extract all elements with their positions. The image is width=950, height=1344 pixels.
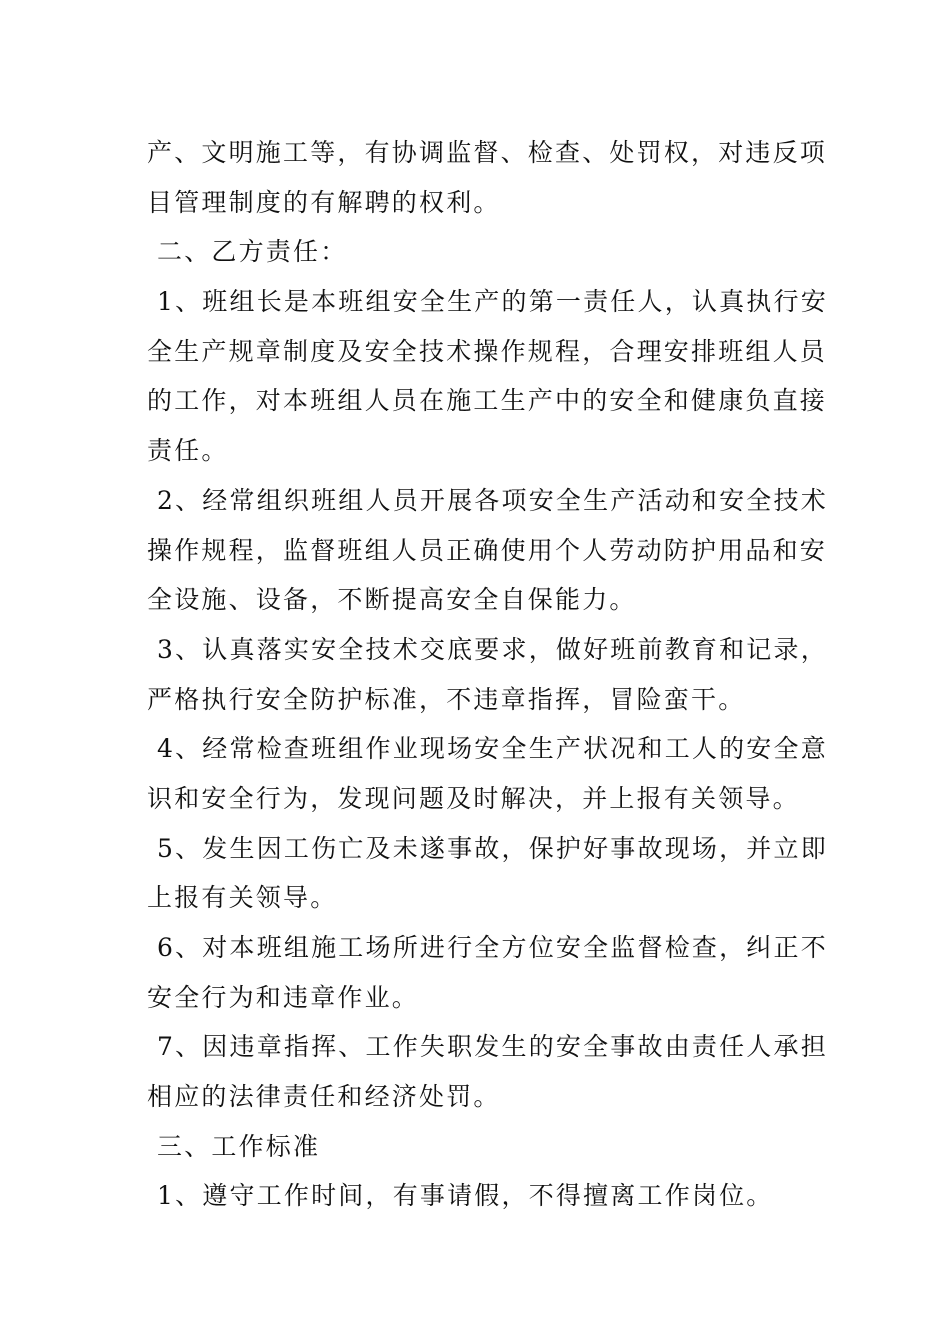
document-body (147, 128, 828, 1221)
text-line: 5、发生因工伤亡及未遂事故，保护好事故现场，并立即 (157, 833, 828, 863)
text-line: 安全行为和违章作业。 (147, 982, 420, 1012)
section-heading: 三、工作标准 (157, 1131, 321, 1161)
text-line: 1、遵守工作时间，有事请假，不得擅离工作岗位。 (157, 1181, 774, 1211)
text-line: 严格执行安全防护标准，不违章指挥，冒险蛮干。 (147, 684, 746, 714)
text-line: 相应的法律责任和经济处罚。 (147, 1082, 501, 1112)
text-line: 2、经常组织班组人员开展各项安全生产活动和安全技术 (157, 485, 828, 515)
text-line: 全生产规章制度及安全技术操作规程，合理安排班组人员 (147, 336, 828, 366)
text-line: 7、因违章指挥、工作失职发生的安全事故由责任人承担 (157, 1032, 828, 1062)
text-line: 目管理制度的有解聘的权利。 (147, 187, 501, 217)
text-line: 操作规程，监督班组人员正确使用个人劳动防护用品和安 (147, 535, 828, 565)
text-line: 产、文明施工等，有协调监督、检查、处罚权，对违反项 (147, 138, 828, 167)
text-line: 3、认真落实安全技术交底要求，做好班前教育和记录， (157, 634, 828, 664)
text-line: 1、班组长是本班组安全生产的第一责任人，认真执行安 (157, 287, 828, 317)
text-line: 责任。 (147, 436, 229, 466)
section-heading: 二、乙方责任： (157, 237, 348, 267)
text-line: 全设施、设备，不断提高安全自保能力。 (147, 585, 637, 615)
text-line: 识和安全行为，发现问题及时解决，并上报有关领导。 (147, 783, 800, 813)
text-line: 上报有关领导。 (147, 883, 338, 913)
text-line: 6、对本班组施工场所进行全方位安全监督检查，纠正不 (157, 933, 828, 962)
text-line: 4、经常检查班组作业现场安全生产状况和工人的安全意 (157, 734, 828, 764)
text-line: 的工作，对本班组人员在施工生产中的安全和健康负直接 (147, 386, 828, 416)
